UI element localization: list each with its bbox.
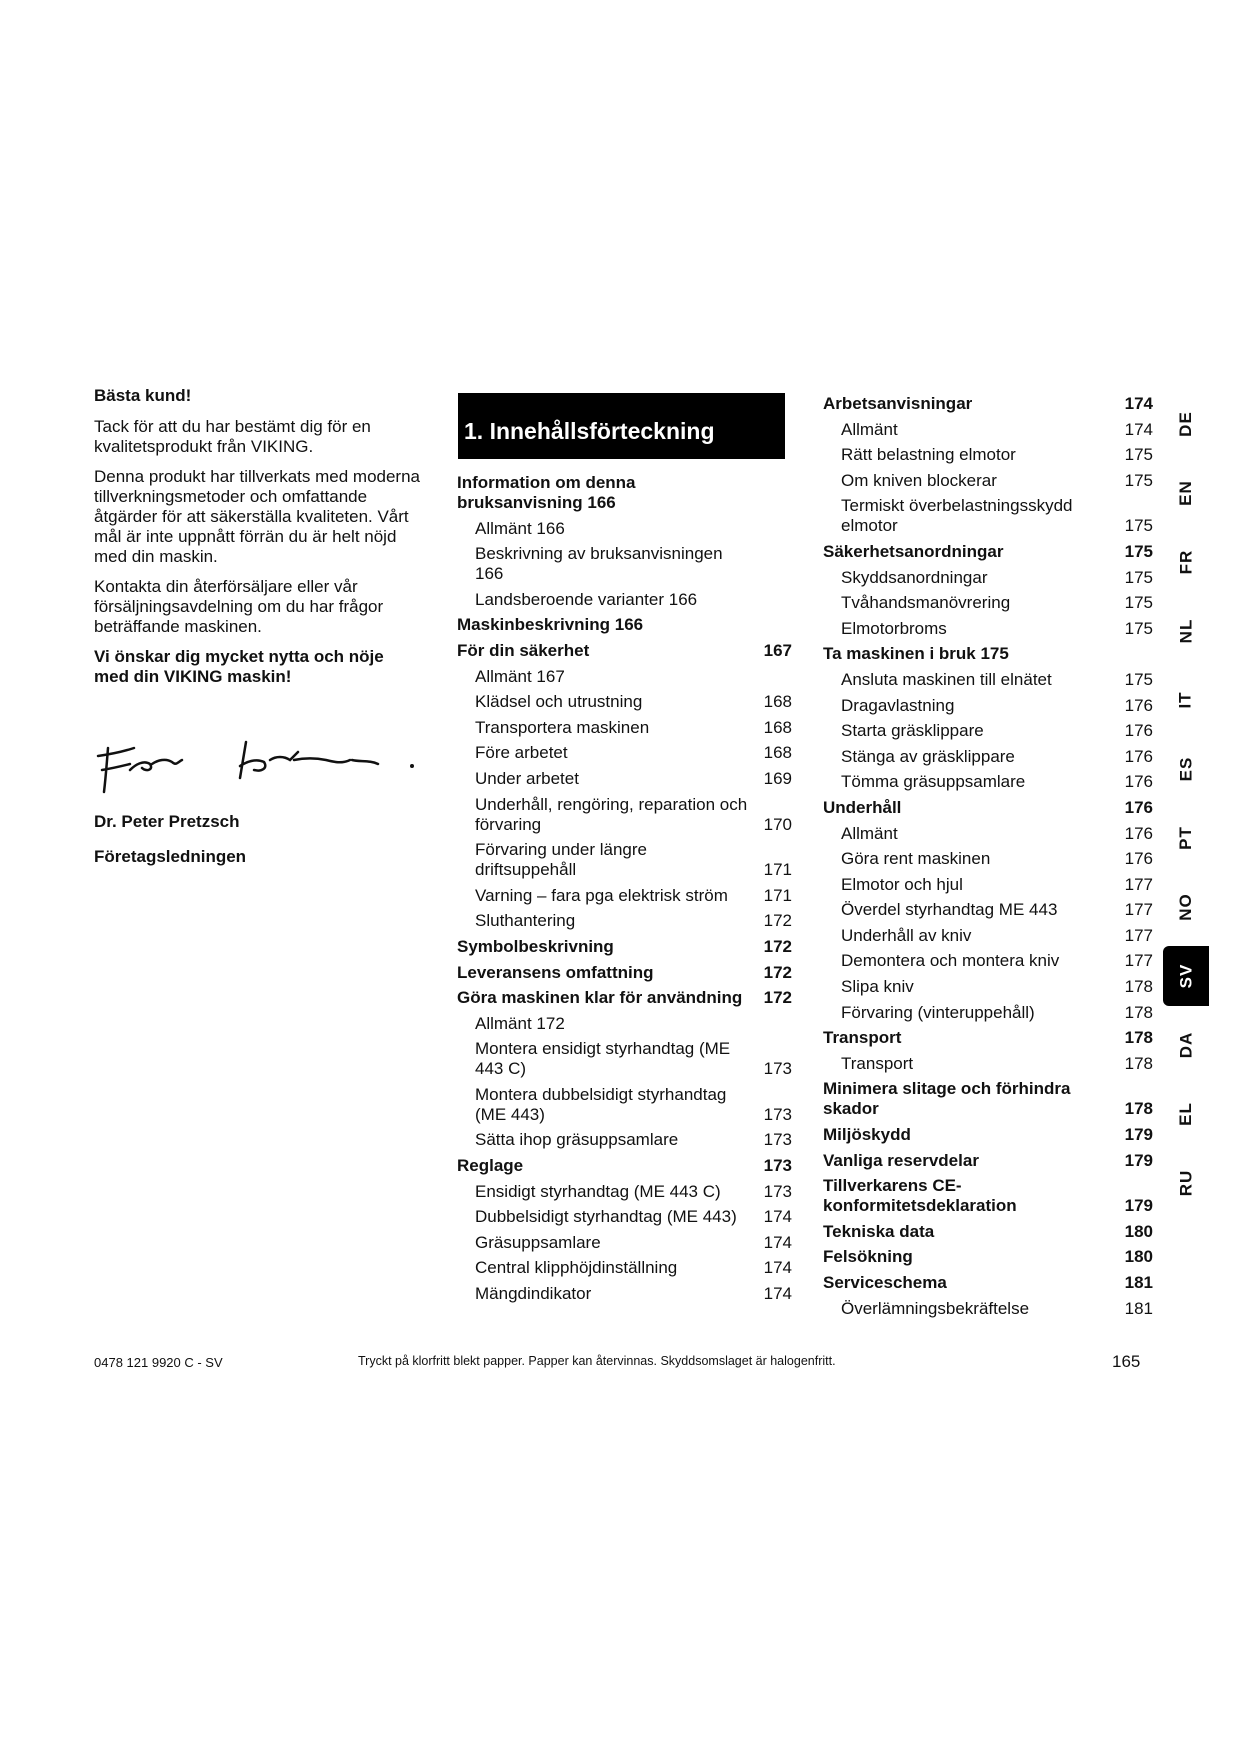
toc-entry-page: 178 (1124, 1028, 1153, 1048)
toc-entry-title: Mängdindikator (475, 1284, 592, 1304)
language-tab-sv[interactable] (1163, 946, 1209, 1006)
toc-entry-page: 174 (1124, 394, 1153, 413)
toc-entry-page: 176 (1124, 746, 1153, 766)
toc-entry-page: 177 (1124, 925, 1153, 945)
toc-entry-page: 173 (763, 1104, 792, 1124)
greeting-letter (94, 386, 422, 697)
toc-entry[interactable] (457, 1156, 792, 1176)
toc-entry[interactable] (823, 747, 1153, 767)
toc-entry-page: 181 (1124, 1273, 1153, 1292)
language-tab-da[interactable] (1163, 1015, 1209, 1075)
toc-entry[interactable] (823, 1247, 1153, 1267)
language-tab-label: NL (1175, 618, 1195, 644)
toc-entry-page: 177 (1124, 951, 1153, 971)
toc-entry[interactable] (823, 420, 1153, 440)
toc-entry[interactable] (823, 977, 1153, 997)
toc-entry-title: Allmänt (841, 419, 898, 439)
toc-entry-title: Överdel styrhandtag ME 443 (841, 900, 1058, 920)
language-tab-label: FR (1175, 549, 1195, 575)
toc-entry-page: 176 (1124, 823, 1153, 843)
handwritten-signature (94, 730, 434, 800)
toc-entry[interactable] (823, 875, 1153, 895)
toc-entry-title: Demontera och montera kniv (841, 951, 1060, 971)
toc-entry-title: Överlämningsbekräftelse (841, 1298, 1030, 1318)
toc-entry-page: 176 (1124, 797, 1153, 817)
toc-entry-title: Montera dubbelsidigt styrhandtag (ME 443) (475, 1084, 727, 1124)
toc-entry-page: 178 (1124, 1002, 1153, 1022)
language-tab-es[interactable] (1163, 739, 1209, 799)
toc-entry-title: Transportera maskinen (475, 717, 650, 737)
toc-entry[interactable] (457, 1258, 792, 1278)
toc-entry-page: 175 (1124, 669, 1153, 689)
toc-entry[interactable] (457, 1182, 792, 1202)
toc-entry[interactable] (823, 1222, 1153, 1242)
toc-entry-title: Stänga av gräsklippare (841, 746, 1015, 766)
toc-entry-page: 175 (1124, 541, 1153, 561)
toc-entry-page: 175 (1124, 516, 1153, 536)
toc-entry-title: Förvaring (vinteruppehåll) (841, 1002, 1035, 1022)
language-tab-label: NO (1176, 893, 1195, 921)
toc-entry-page: 175 (1124, 470, 1153, 490)
toc-entry[interactable] (823, 1054, 1153, 1074)
toc-entry[interactable] (457, 544, 792, 584)
toc-entry-title: Ta maskinen i bruk 175 (823, 644, 1009, 664)
toc-entry[interactable] (457, 743, 792, 763)
toc-entry-page: 172 (763, 962, 792, 982)
toc-entry[interactable] (823, 951, 1153, 971)
toc-entry-page: 175 (1124, 567, 1153, 587)
toc-entry-title: Sluthantering (475, 911, 576, 931)
toc-entry[interactable] (457, 937, 792, 957)
letter-paragraph: Kontakta din återförsäljare eller vår försäljningsavdelning om du har frågor beträffande maskinen. (94, 577, 384, 636)
toc-entry[interactable] (457, 840, 792, 880)
toc-entry-title: Förvaring under längre driftsuppehåll (475, 840, 647, 880)
toc-entry-page: 177 (1124, 874, 1153, 894)
toc-entry-title: Allmänt 166 (475, 518, 565, 538)
toc-entry[interactable] (457, 911, 792, 931)
toc-entry-page: 176 (1124, 772, 1153, 792)
toc-entry[interactable] (823, 772, 1153, 792)
toc-entry-title: Arbetsanvisningar (823, 394, 973, 413)
toc-right-column (823, 394, 1153, 1324)
toc-entry-title: Underhåll, rengöring, reparation och förvaring (475, 794, 748, 834)
toc-entry-title: Elmotor och hjul (841, 874, 963, 894)
toc-entry[interactable] (457, 1085, 792, 1125)
toc-entry-title: Allmänt 167 (475, 666, 565, 686)
toc-entry-title: Montera ensidigt styrhandtag (ME 443 C) (475, 1039, 731, 1079)
toc-entry-page: 179 (1124, 1150, 1153, 1170)
toc-entry[interactable] (823, 394, 1153, 414)
toc-middle-column (457, 473, 792, 1310)
toc-entry[interactable] (823, 568, 1153, 588)
toc-entry-page: 176 (1124, 721, 1153, 741)
toc-entry-page: 174 (763, 1284, 792, 1304)
toc-entry[interactable] (457, 795, 792, 835)
toc-entry[interactable] (457, 988, 792, 1008)
toc-entry-page: 181 (1124, 1298, 1153, 1318)
toc-entry-title: Skyddsanordningar (841, 567, 988, 587)
language-tab-label: SV (1176, 963, 1195, 989)
toc-entry-title: Symbolbeskrivning (457, 936, 614, 956)
toc-entry-page: 177 (1124, 900, 1153, 920)
toc-entry-title: Tekniska data (823, 1221, 935, 1241)
toc-entry-page: 180 (1124, 1221, 1153, 1241)
toc-entry-title: Beskrivning av bruksanvisningen 166 (475, 544, 723, 584)
toc-entry-title: Varning – fara pga elektrisk ström (475, 885, 728, 905)
language-tab-label: DA (1176, 1031, 1195, 1059)
toc-entry[interactable] (823, 542, 1153, 562)
toc-entry[interactable] (823, 798, 1153, 818)
language-tab-pt[interactable] (1163, 808, 1209, 868)
toc-entry-page: 171 (763, 860, 792, 880)
toc-entry[interactable] (823, 849, 1153, 869)
toc-entry[interactable] (457, 1284, 792, 1304)
toc-entry-title: Minimera slitage och förhindra skador (823, 1079, 1071, 1119)
language-tab-label: ES (1176, 756, 1195, 782)
toc-entry[interactable] (457, 692, 792, 712)
toc-entry[interactable] (457, 615, 792, 635)
toc-entry-page: 173 (763, 1181, 792, 1201)
toc-entry-title: Slipa kniv (841, 977, 914, 997)
toc-entry-page: 176 (1124, 849, 1153, 869)
toc-entry-title: Om kniven blockerar (841, 470, 997, 490)
toc-entry-page: 174 (763, 1232, 792, 1252)
toc-entry[interactable] (823, 445, 1153, 465)
language-tab-no[interactable] (1163, 877, 1209, 937)
page-number: 165 (1112, 1352, 1141, 1371)
toc-entry-title: Gräsuppsamlare (475, 1232, 601, 1252)
toc-entry-page: 173 (763, 1156, 792, 1176)
toc-entry-title: Elmotorbroms (841, 618, 947, 638)
language-tab-it[interactable] (1163, 670, 1209, 730)
toc-entry-title: Transport (823, 1028, 902, 1048)
toc-entry-title: Göra maskinen klar för användning (457, 988, 743, 1008)
toc-entry-title: Ansluta maskinen till elnätet (841, 669, 1052, 689)
toc-entry[interactable] (457, 641, 792, 661)
toc-entry[interactable] (823, 644, 1153, 664)
toc-entry-page: 172 (763, 988, 792, 1008)
document-number: 0478 121 9920 C - SV (94, 1355, 223, 1370)
toc-entry-title: Landsberoende varianter 166 (475, 589, 698, 609)
toc-entry-page: 167 (763, 640, 792, 660)
toc-entry[interactable] (823, 593, 1153, 613)
toc-entry[interactable] (457, 667, 792, 687)
language-tab-nl[interactable] (1163, 601, 1209, 661)
toc-entry-title: Underhåll (823, 797, 902, 817)
toc-entry-title: Rätt belastning elmotor (841, 445, 1016, 465)
toc-entry-page: 171 (763, 885, 792, 905)
signer-title: Företagsledningen (94, 847, 247, 866)
toc-entry-title: Underhåll av kniv (841, 925, 972, 945)
toc-entry-title: Felsökning (823, 1247, 913, 1267)
toc-entry-page: 178 (1124, 1099, 1153, 1119)
toc-heading: 1. Innehållsförteckning (458, 393, 785, 459)
language-tab-fr[interactable] (1163, 532, 1209, 592)
toc-entry-title: Central klipphöjdinställning (475, 1258, 678, 1278)
toc-entry-page: 169 (763, 768, 792, 788)
toc-entry-title: Allmänt (841, 823, 898, 843)
toc-entry-title: Serviceschema (823, 1273, 947, 1292)
toc-entry[interactable] (823, 900, 1153, 920)
toc-entry[interactable] (457, 769, 792, 789)
toc-entry[interactable] (457, 1130, 792, 1150)
language-tab-el[interactable] (1163, 1084, 1209, 1144)
toc-entry[interactable] (823, 1176, 1153, 1216)
toc-entry[interactable] (457, 519, 792, 539)
toc-entry[interactable] (457, 963, 792, 983)
toc-entry[interactable] (457, 1207, 792, 1227)
language-tab-de[interactable] (1163, 394, 1209, 454)
toc-entry-page: 170 (763, 814, 792, 834)
toc-entry-page: 174 (763, 1258, 792, 1278)
toc-entry[interactable] (823, 926, 1153, 946)
toc-entry-page: 168 (763, 717, 792, 737)
toc-entry-page: 173 (763, 1130, 792, 1150)
toc-entry-title: Miljöskydd (823, 1125, 911, 1145)
toc-entry[interactable] (457, 1014, 792, 1034)
language-tab-label: PT (1175, 826, 1195, 850)
toc-entry[interactable] (823, 496, 1153, 536)
toc-entry-page: 174 (1124, 419, 1153, 439)
toc-entry[interactable] (823, 1125, 1153, 1145)
letter-greeting: Bästa kund! (94, 386, 192, 405)
toc-entry-title: Göra rent maskinen (841, 849, 991, 869)
language-tab-label: EN (1176, 480, 1195, 506)
toc-entry-title: Säkerhetsanordningar (823, 541, 1004, 561)
toc-entry-page: 178 (1124, 977, 1153, 997)
toc-entry[interactable] (457, 590, 792, 610)
toc-entry-title: Sätta ihop gräsuppsamlare (475, 1130, 679, 1150)
toc-entry[interactable] (823, 1079, 1153, 1119)
toc-entry-page: 173 (763, 1059, 792, 1079)
toc-entry[interactable] (457, 1039, 792, 1079)
toc-entry-page: 180 (1124, 1247, 1153, 1267)
toc-entry-page: 175 (1124, 618, 1153, 638)
language-tab-label: RU (1176, 1169, 1195, 1197)
toc-entry-page: 168 (763, 692, 792, 712)
toc-entry[interactable] (457, 886, 792, 906)
letter-paragraph: Tack för att du har bestämt dig för en kvalitetsprodukt från VIKING. (94, 417, 371, 456)
toc-entry[interactable] (823, 670, 1153, 690)
toc-entry-title: Termiskt överbelastningsskydd elmotor (841, 496, 1073, 536)
language-tab-label: EL (1175, 1102, 1195, 1126)
signer-name: Dr. Peter Pretzsch (94, 812, 240, 831)
toc-entry[interactable] (823, 471, 1153, 491)
toc-entry-title: Tvåhandsmanövrering (841, 593, 1011, 613)
paper-note: Tryckt på klorfritt blekt papper. Papper kan återvinnas. Skyddsomslaget är halogenfritt. (358, 1354, 836, 1368)
language-tab-label: IT (1175, 691, 1195, 709)
toc-entry-title: Starta gräsklippare (841, 721, 984, 741)
toc-entry-page: 175 (1124, 445, 1153, 465)
toc-entry-title: För din säkerhet (457, 640, 590, 660)
toc-entry-title: Före arbetet (475, 743, 568, 763)
toc-entry-title: Klädsel och utrustning (475, 692, 643, 712)
toc-entry-title: Ensidigt styrhandtag (ME 443 C) (475, 1181, 721, 1201)
toc-entry[interactable] (823, 1299, 1153, 1319)
toc-entry-title: Maskinbeskrivning 166 (457, 615, 644, 635)
toc-entry[interactable] (457, 473, 792, 513)
toc-entry-page: 172 (763, 911, 792, 931)
toc-entry-page: 179 (1124, 1196, 1153, 1216)
toc-entry[interactable] (457, 718, 792, 738)
toc-entry-page: 168 (763, 743, 792, 763)
toc-entry-title: Reglage (457, 1156, 524, 1176)
language-tab-en[interactable] (1163, 463, 1209, 523)
toc-entry[interactable] (823, 696, 1153, 716)
language-tab-ru[interactable] (1163, 1153, 1209, 1213)
toc-entry[interactable] (823, 1273, 1153, 1293)
toc-entry[interactable] (823, 1151, 1153, 1171)
toc-entry[interactable] (823, 721, 1153, 741)
letter-closing: Vi önskar dig mycket nytta och nöje med din VIKING maskin! (94, 647, 384, 686)
toc-entry-title: Tömma gräsuppsamlare (841, 772, 1026, 792)
toc-entry-title: Allmänt 172 (475, 1013, 565, 1033)
toc-entry-title: Dubbelsidigt styrhandtag (ME 443) (475, 1207, 737, 1227)
toc-entry[interactable] (457, 1233, 792, 1253)
toc-entry-page: 176 (1124, 695, 1153, 715)
toc-entry-title: Information om denna bruksanvisning 166 (457, 473, 636, 512)
toc-entry-page: 179 (1124, 1125, 1153, 1145)
toc-entry-page: 175 (1124, 593, 1153, 613)
toc-entry[interactable] (823, 1028, 1153, 1048)
toc-entry-title: Tillverkarens CE-konformitetsdeklaration (823, 1176, 1017, 1216)
toc-entry-page: 178 (1124, 1053, 1153, 1073)
toc-entry[interactable] (823, 619, 1153, 639)
signer-block (94, 812, 246, 882)
letter-paragraph: Denna produkt har tillverkats med moderna tillverkningsmetoder och omfattande åtgärder för att säkerställa kvaliteten. Vårt mål är inte uppnått förrän du är helt nöjd med din maskin. (94, 467, 420, 566)
toc-entry-title: Transport (841, 1053, 914, 1073)
language-tab-label: DE (1176, 411, 1195, 437)
toc-entry-title: Under arbetet (475, 768, 579, 788)
toc-entry-title: Dragavlastning (841, 695, 955, 715)
toc-entry-page: 174 (763, 1207, 792, 1227)
toc-entry-title: Vanliga reservdelar (823, 1150, 979, 1170)
toc-entry[interactable] (823, 824, 1153, 844)
toc-entry[interactable] (823, 1003, 1153, 1023)
toc-entry-page: 172 (763, 936, 792, 956)
toc-entry-title: Leveransens omfattning (457, 962, 654, 982)
